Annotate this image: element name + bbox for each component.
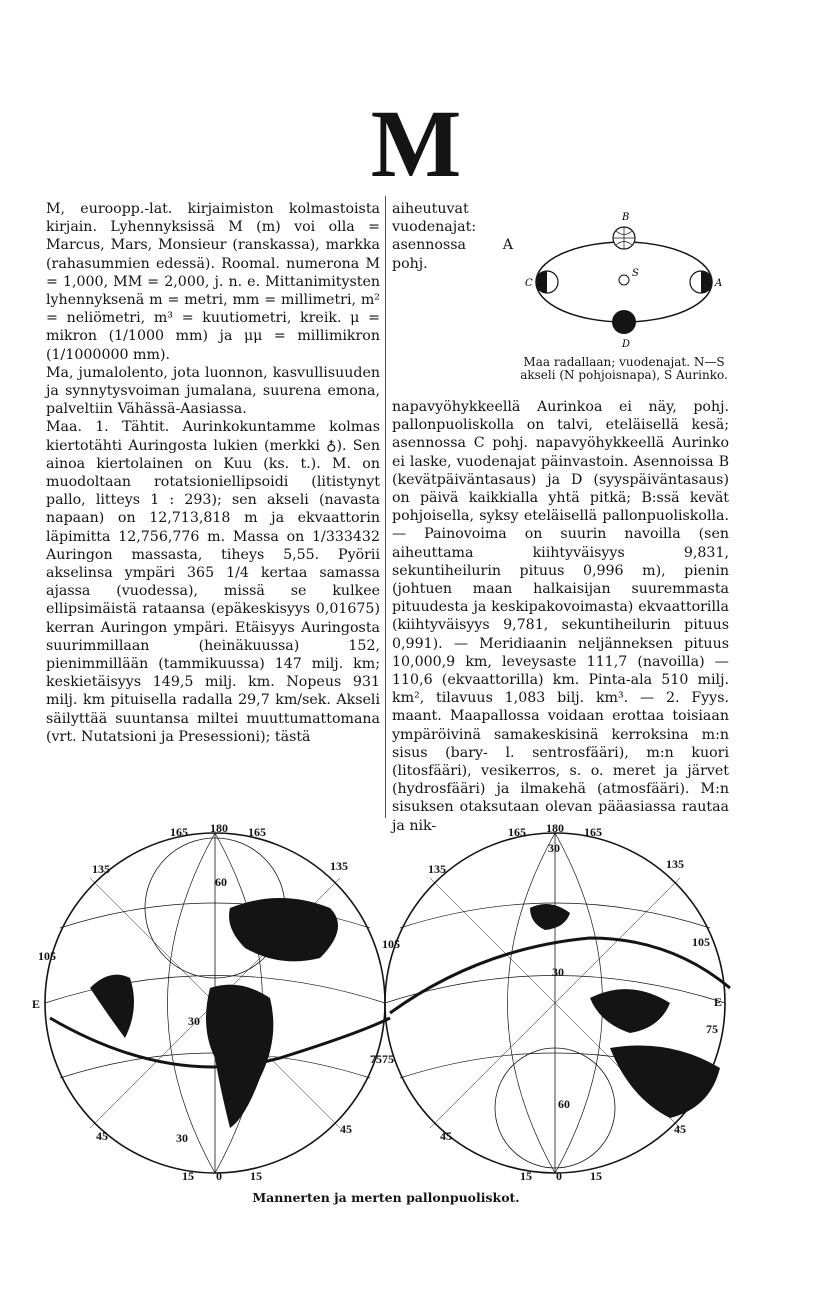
map-right-label-14: 45 xyxy=(674,1122,686,1136)
section-letter: M xyxy=(370,90,462,197)
map-left-label-2: 165 xyxy=(248,825,266,839)
label-B: B xyxy=(622,212,630,223)
entry-M: M, euroopp.-lat. kirjaimiston kolmastoista kirjain. Lyhennyksissä M (m) voi olla = Marcus, Mars, Monsieur (ranskassa), markka (rahasummien edessä). Roomal. numerona M = 1,000, MM = 2,000, j. n. e. Mittanimitysten lyhennyksenä m = metri, mm = millimetri, m² = neliömetri, m³ = kuutiometri, kreik. μ = mikron (1/1000 mm) ja μμ = millimikron (1/1000000 mm). xyxy=(46,201,380,363)
map-left-label-10: 45 xyxy=(96,1129,108,1143)
left-column xyxy=(46,200,380,746)
hemisphere-maps xyxy=(30,818,740,1190)
map-right-label-11: 75 xyxy=(706,1022,718,1036)
map-left-label-3: 135 xyxy=(92,862,110,876)
map-left-label-1: 180 xyxy=(210,821,228,835)
map-right-label-8: 30 xyxy=(552,965,564,979)
maps-caption: Mannerten ja merten pallonpuoliskot. xyxy=(252,1190,520,1205)
map-left-label-11: 30 xyxy=(176,1131,188,1145)
map-left-label-4: 135 xyxy=(330,859,348,873)
map-right-label-6: 105 xyxy=(382,937,400,951)
map-left-label-8: 30 xyxy=(188,1014,200,1028)
map-left-label-5: 60 xyxy=(215,875,227,889)
entry-Maa-continued: aiheutuvat vuodenajat: asennossa A pohj. napavyöhykkeellä Aurinkoa ei näy, pohj. pallonpuoliskolla on talvi, eteläisellä kesä; asennossa C pohj. napavyöhykkeellä Aurinko ei laske, vuodenajat päinvastoin. Asennoissa B (kevätpäiväntasaus) ja D (syyspäiväntasaus) on päivä kaikkialla yhtä pitkä; B:ssä kevät pohjoisella, syksy eteläisellä pallonpuoliskolla. — Painovoima on suurin navoilla (sen aiheuttama kiihtyväisyys 9,831, sekuntiheilurin pituus 0,996 m), pienin (johtuen maan halkaisijan suuremmasta pituudesta ja keskipakovoimasta) ekvaattorilla (kiihtyväisyys 9,781, sekuntiheilurin pituus 0,991). — Meridiaanin neljänneksen pituus 10,000,9 km, leveysaste 111,7 (navoilla) — 110,6 (ekvaattorilla) km. Pinta-ala 510 milj. km², tilavuus 1,083 bilj. km³. — 2. Fyys. maant. Maapallossa voidaan erottaa toisiaan ympäröivinä samakeskisinä kerroksina m:n sisus (bary- l. sentrosfääri), m:n kuori (litosfääri), vesikerros, s. o. meret ja järvet (hydrosfääri) ja ilmakehä (atmosfääri). M:n sisuksen otaksutaan olevan pääasiassa rautaa ja nik- xyxy=(392,201,729,834)
entry-Ma: Ma, jumalolento, jota luonnon, kasvullisuuden ja synnytysvoiman jumalana, suurena emona, palveltiin Vähässä-Aasiassa. xyxy=(46,364,380,418)
entry-Maa: Maa. 1. Tähtit. Aurinkokuntamme kolmas kiertotähti Auringosta lukien (merkki ♁). Sen ainoa kiertolainen on Kuu (ks. t.). M. on muodoltaan rotatsioniellipsoidi (litistynyt pallo, litteys 1 : 293); sen akseli (navasta napaan) on 12,713,818 m ja ekvaattorin läpimitta 12,756,776 m. Massa on 1/333432 Auringon massasta, tiheys 5,55. Pyörii akselinsa ympäri 365 1/4 kertaa samassa ajassa (vuodessa), missä se kulkee ellipsimäistä rataansa (epäkeskisyys 0,01675) kerran Auringon ympäri. Etäisyys Auringosta suurimmillaan (heinäkuussa) 152, pienimmillään (tammikuussa) 147 milj. km; keskietäisyys 149,5 milj. km. Nopeus 931 milj. km pituisella radalla 29,7 km/sek. Akseli säilyttää suuntansa miltei muuttumattomana (vrt. Nutatsioni ja Presessioni); tästä xyxy=(46,419,380,745)
map-left-label-14: 0 xyxy=(216,1169,222,1183)
map-right-label-10: 75 xyxy=(382,1052,394,1066)
map-right-label-1: 180 xyxy=(546,821,564,835)
orbit-caption: Maa radallaan; vuodenajat. N—S akseli (N pohjoisnapa), S Aurinko. xyxy=(520,355,728,382)
map-left-label-15: 15 xyxy=(250,1169,262,1183)
map-right-label-5: 135 xyxy=(666,857,684,871)
map-left-label-6: 105 xyxy=(38,949,56,963)
map-right-label-16: 0 xyxy=(556,1169,562,1183)
map-left-label-7: E xyxy=(32,997,41,1011)
label-C: C xyxy=(525,278,533,289)
orbit-diagram xyxy=(519,204,729,354)
map-left-label-13: 15 xyxy=(182,1169,194,1183)
map-right-label-3: 30 xyxy=(548,841,560,855)
map-left-label-0: 165 xyxy=(170,825,188,839)
map-left-label-9: 75 xyxy=(370,1052,382,1066)
column-divider xyxy=(385,196,386,818)
map-right-label-4: 135 xyxy=(428,862,446,876)
map-right-label-0: 165 xyxy=(508,825,526,839)
map-right-label-17: 15 xyxy=(590,1169,602,1183)
map-right-label-12: 60 xyxy=(558,1097,570,1111)
label-D: D xyxy=(622,339,631,350)
label-S: S xyxy=(632,268,639,279)
map-right-label-9: E xyxy=(714,995,723,1009)
map-right-label-13: 45 xyxy=(440,1129,452,1143)
map-right-label-2: 165 xyxy=(584,825,602,839)
map-right-label-7: 105 xyxy=(692,935,710,949)
map-left-label-12: 45 xyxy=(340,1122,352,1136)
right-column xyxy=(392,200,729,835)
orbit-figure xyxy=(519,204,729,394)
map-right-label-15: 15 xyxy=(520,1169,532,1183)
label-A: A xyxy=(715,278,723,289)
